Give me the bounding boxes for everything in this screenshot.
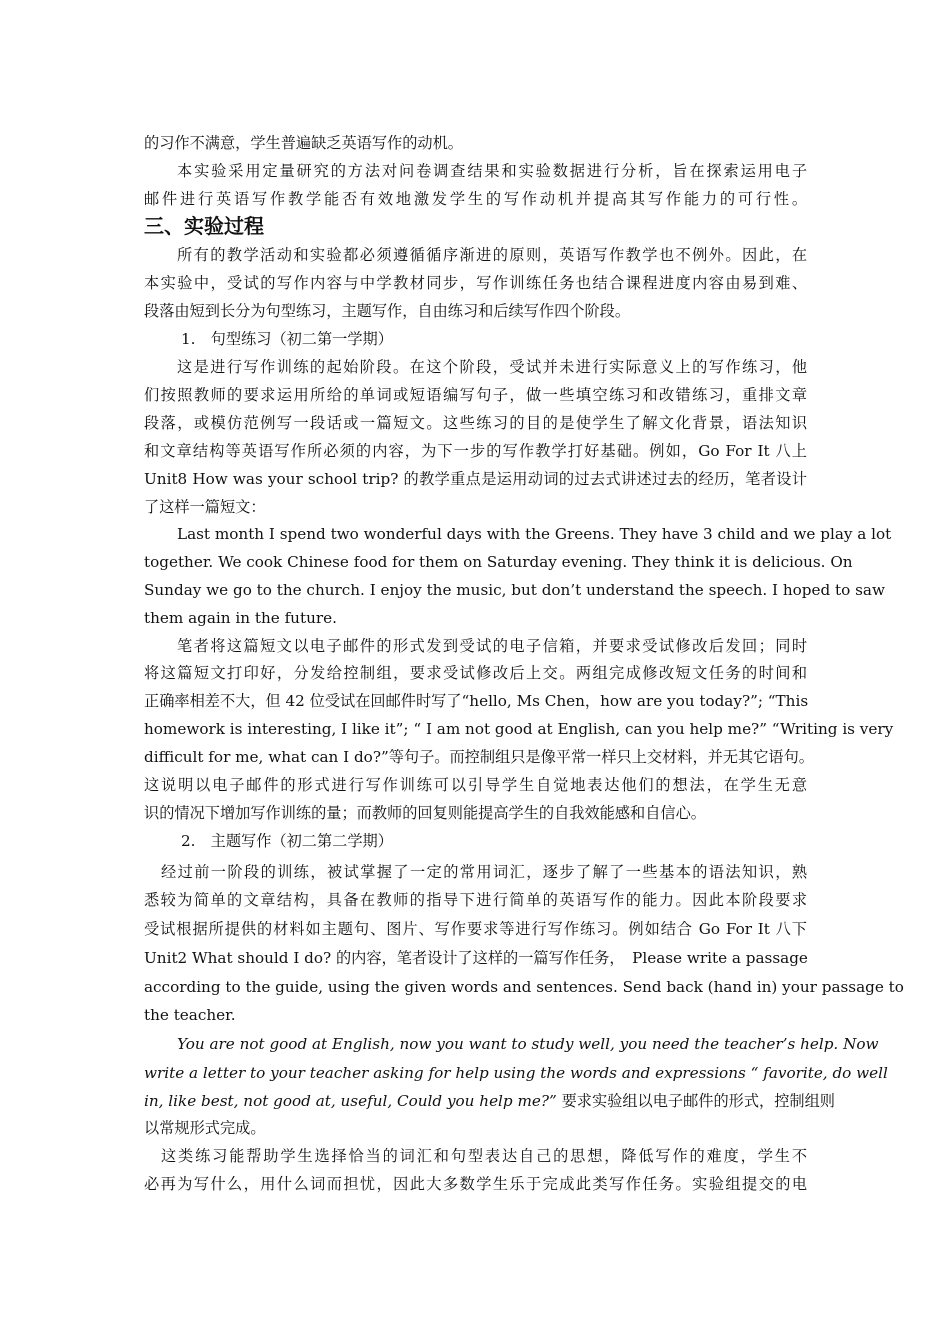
text-line: 了这样一篇短文： [144, 498, 266, 516]
sample-text-line: together. We cook Chinese food for them on Saturday evening. They think it is delicious. On [144, 553, 853, 571]
text-line: 这是进行写作训练的起始阶段。在这个阶段，受试并未进行实际意义上的写作练习，他 [177, 358, 807, 376]
text-line: 所有的教学活动和实验都必须遵循循序渐进的原则，英语写作教学也不例外。因此，在 [177, 246, 807, 264]
text-line: 将这篇短文打印好，分发给控制组，要求受试修改后上交。两组完成修改短文任务的时间和 [144, 664, 807, 682]
text-line: 这类练习能帮助学生选择恰当的词汇和句型表达自己的思想，降低写作的难度，学生不 [161, 1147, 807, 1165]
task-text-tail: 要求实验组以电子邮件的形式，控制组则 [556, 1092, 835, 1110]
task-text-line: You are not good at English, now you want to study well, you need the teacher’s help. Now [177, 1035, 879, 1053]
list-item-title: 2. 主题写作（初二第二学期） [181, 832, 393, 850]
text-line: Unit2 What should I do? 的内容，笔者设计了这样的一篇写作任务， Please write a passage [144, 949, 808, 967]
task-text-line [144, 1091, 835, 1111]
text-line: 们按照教师的要求运用所给的单词或短语编写句子，做一些填空练习和改错练习，重排文章 [144, 386, 807, 404]
text-line: 识的情况下增加写作训练的量；而教师的回复则能提高学生的自我效能感和自信心。 [144, 804, 706, 822]
sample-text-line: them again in the future. [144, 609, 337, 627]
text-line: 悉较为简单的文章结构，具备在教师的指导下进行简单的英语写作的能力。因此本阶段要求 [144, 891, 807, 909]
text-line: 本实验采用定量研究的方法对问卷调查结果和实验数据进行分析，旨在探索运用电子 [177, 162, 807, 180]
text-line: 的习作不满意，学生普遍缺乏英语写作的动机。 [144, 134, 463, 152]
text-line: according to the guide, using the given words and sentences. Send back (hand in) your passage to [144, 978, 904, 996]
text-line: 这说明以电子邮件的形式进行写作训练可以引导学生自觉地表达他们的想法，在学生无意 [144, 776, 807, 794]
text-line: 笔者将这篇短文以电子邮件的形式发到受试的电子信箱，并要求受试修改后发回；同时 [177, 637, 807, 655]
text-line: 经过前一阶段的训练，被试掌握了一定的常用词汇，逐步了解了一些基本的语法知识，熟 [161, 863, 807, 881]
text-line: the teacher. [144, 1006, 236, 1024]
text-line: Unit8 How was your school trip? 的教学重点是运用动词的过去式讲述过去的经历，笔者设计 [144, 470, 807, 488]
text-line: 邮件进行英语写作教学能否有效地激发学生的写作动机并提高其写作能力的可行性。 [144, 190, 807, 208]
text-line: 段落，或模仿范例写一段话或一篇短文。这些练习的目的是使学生了解文化背景，语法知识 [144, 414, 807, 432]
text-line: difficult for me, what can I do?”等句子。而控制组只是像平常一样只上交材料，并无其它语句。 [144, 748, 814, 766]
text-line: 段落由短到长分为句型练习，主题写作，自由练习和后续写作四个阶段。 [144, 302, 630, 320]
text-line: 和文章结构等英语写作所必须的内容，为下一步的写作教学打好基础。例如，Go For It 八上 [144, 442, 807, 460]
text-line: 以常规形式完成。 [144, 1119, 266, 1137]
list-item-title: 1. 句型练习（初二第一学期） [181, 330, 393, 348]
sample-text-line: Last month I spend two wonderful days with the Greens. They have 3 child and we play a lot [177, 525, 892, 543]
text-line: 正确率相差不大，但 42 位受试在回邮件时写了“hello, Ms Chen，how are you today?”; “This [144, 692, 809, 710]
text-line: homework is interesting, I like it”; “ I am not good at English, can you help me?” “Writing is very [144, 720, 894, 738]
task-text-line: write a letter to your teacher asking for help using the words and expressions “ favorite, do well [144, 1064, 888, 1082]
text-line: 本实验中，受试的写作内容与中学教材同步，写作训练任务也结合课程进度内容由易到难、 [144, 274, 807, 292]
sample-text-line: Sunday we go to the church. I enjoy the music, but don’t understand the speech. I hoped to saw [144, 581, 885, 599]
text-line: 受试根据所提供的材料如主题句、图片、写作要求等进行写作练习。例如结合 Go For It 八下 [144, 920, 807, 938]
text-line: 必再为写什么，用什么词而担忧，因此大多数学生乐于完成此类写作任务。实验组提交的电 [144, 1175, 807, 1193]
task-text-italic: in, like best, not good at, useful, Could you help me?” [144, 1092, 557, 1110]
section-heading: 三、实验过程 [144, 214, 264, 238]
